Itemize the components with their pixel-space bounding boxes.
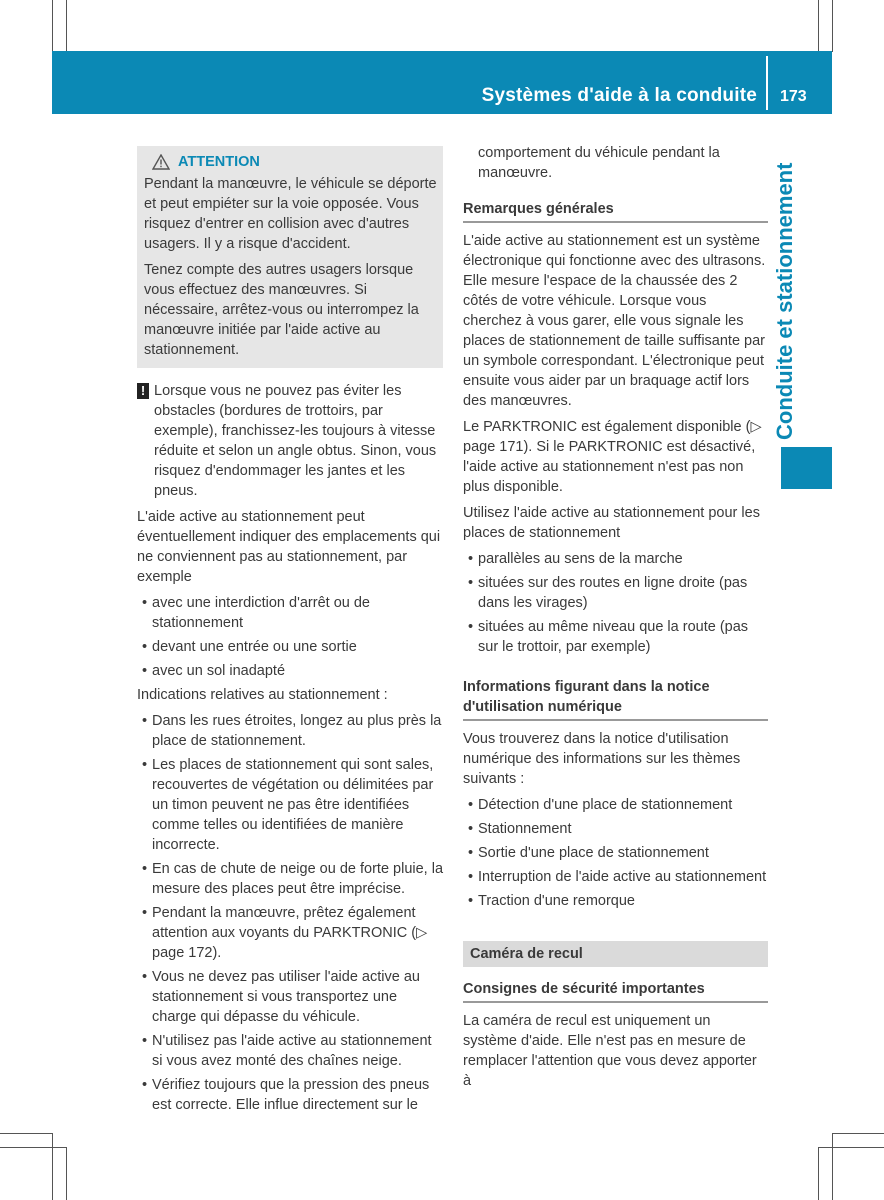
- list-item: • parallèles au sens de la marche: [463, 549, 768, 569]
- list-item: • Sortie d'une place de stationnement: [463, 843, 768, 863]
- note-text: Lorsque vous ne pouvez pas éviter les obstacles (bordures de trottoirs, par exemple), franchissez-les toujours à vitesse réduite et selon un angle obtus. Sinon, vous risquez d'endommager les jantes et les pneus.: [154, 383, 437, 499]
- header-divider: [766, 56, 768, 110]
- list-item: • Vous ne devez pas utiliser l'aide active au stationnement si vous transportez une charge qui dépasse du véhicule.: [137, 967, 443, 1027]
- subheading-digital-manual: Informations figurant dans la notice d'utilisation numérique: [463, 677, 768, 721]
- crop-mark: [832, 1133, 884, 1134]
- paragraph: Indications relatives au stationnement :: [137, 687, 388, 703]
- crop-mark: [52, 0, 53, 52]
- list-item: • situées sur des routes en ligne droite (pas dans les virages): [463, 573, 768, 613]
- warning-header: [152, 152, 437, 172]
- exclamation-icon: !: [137, 383, 149, 399]
- crop-mark: [818, 1147, 819, 1200]
- list-item: • Les places de stationnement qui sont sales, recouvertes de végétation ou délimitées par un timon peuvent ne pas être identifiées comme telles ou identifiées de manière incorrecte.: [137, 755, 443, 855]
- bullet-list: [463, 795, 768, 911]
- damage-note: [137, 381, 443, 501]
- warning-triangle-icon: [152, 154, 170, 170]
- warning-box: [137, 146, 443, 368]
- list-item: • Traction d'une remorque: [463, 891, 768, 911]
- page-header-title: Systèmes d'aide à la conduite: [481, 85, 757, 106]
- paragraph: Utilisez l'aide active au stationnement pour les places de stationnement: [463, 505, 760, 541]
- paragraph: Vous trouverez dans la notice d'utilisation numérique des informations sur les thèmes suivants :: [463, 731, 741, 787]
- page-number: 173: [780, 88, 807, 105]
- right-column: [463, 143, 768, 1097]
- warning-title: ATTENTION: [178, 154, 260, 170]
- bullet-list: [137, 711, 443, 1115]
- crop-mark: [52, 1133, 53, 1200]
- crop-mark: [832, 1133, 833, 1200]
- crop-mark: [818, 0, 819, 52]
- warning-text: Tenez compte des autres usagers lorsque vous effectuez des manœuvres. Si nécessaire, arrêtez-vous ou interrompez la manœuvre initiée par l'aide active au stationnement.: [144, 262, 419, 358]
- paragraph: Le PARKTRONIC est également disponible (▷ page 171). Si le PARKTRONIC est désactivé, l'aide active au stationnement n'est pas non plus disponible.: [463, 419, 762, 495]
- section-heading-rear-camera: Caméra de recul: [463, 941, 768, 967]
- crop-mark: [66, 1147, 67, 1200]
- list-item: • Vérifiez toujours que la pression des pneus est correcte. Elle influe directement sur le: [137, 1075, 443, 1115]
- list-item: • N'utilisez pas l'aide active au stationnement si vous avez monté des chaînes neige.: [137, 1031, 443, 1071]
- list-item: • situées au même niveau que la route (pas sur le trottoir, par exemple): [463, 617, 768, 657]
- crop-mark: [0, 1147, 66, 1148]
- list-item: • Stationnement: [463, 819, 768, 839]
- list-item: • Pendant la manœuvre, prêtez également attention aux voyants du PARKTRONIC (▷ page 172).: [137, 903, 443, 963]
- bullet-list: [137, 593, 443, 681]
- list-item: • Interruption de l'aide active au stationnement: [463, 867, 768, 887]
- paragraph: La caméra de recul est uniquement un système d'aide. Elle n'est pas en mesure de remplacer l'attention que vous devez apporter à: [463, 1013, 757, 1089]
- bullet-list: [463, 549, 768, 657]
- chapter-tab-marker: [781, 447, 832, 489]
- chapter-side-tab: Conduite et stationnement: [772, 162, 797, 440]
- list-item: • En cas de chute de neige ou de forte pluie, la mesure des places peut être imprécise.: [137, 859, 443, 899]
- continued-text: comportement du véhicule pendant la manœuvre.: [478, 145, 720, 181]
- subheading-general-remarks: Remarques générales: [463, 199, 768, 223]
- paragraph: L'aide active au stationnement peut éventuellement indiquer des emplacements qui ne conviennent pas au stationnement, par exemple: [137, 509, 441, 585]
- list-item: • avec une interdiction d'arrêt ou de stationnement: [137, 593, 443, 633]
- paragraph: L'aide active au stationnement est un système électronique qui fonctionne avec des ultrasons. Elle mesure l'espace de la chaussée des 2 côtés de votre véhicule. Lorsque vous cherchez à vous garer, elle vous signale les places de stationnement de taille suffisante par un symbole correspondant. L'électronique peut ensuite vous aider par un braquage actif lors des manœuvres.: [463, 233, 766, 409]
- left-column: [137, 146, 443, 1119]
- list-item: • Détection d'une place de stationnement: [463, 795, 768, 815]
- list-item: • devant une entrée ou une sortie: [137, 637, 443, 657]
- crop-mark: [832, 0, 833, 52]
- warning-text: Pendant la manœuvre, le véhicule se déporte et peut empiéter sur la voie opposée. Vous risquez d'entrer en collision avec d'autres usagers. Il y a risque d'accident.: [144, 176, 437, 252]
- list-item: • Dans les rues étroites, longez au plus près la place de stationnement.: [137, 711, 443, 751]
- crop-mark: [818, 1147, 884, 1148]
- list-item: • avec un sol inadapté: [137, 661, 443, 681]
- crop-mark: [0, 1133, 52, 1134]
- subheading-safety-notes: Consignes de sécurité importantes: [463, 979, 768, 1003]
- crop-mark: [66, 0, 67, 52]
